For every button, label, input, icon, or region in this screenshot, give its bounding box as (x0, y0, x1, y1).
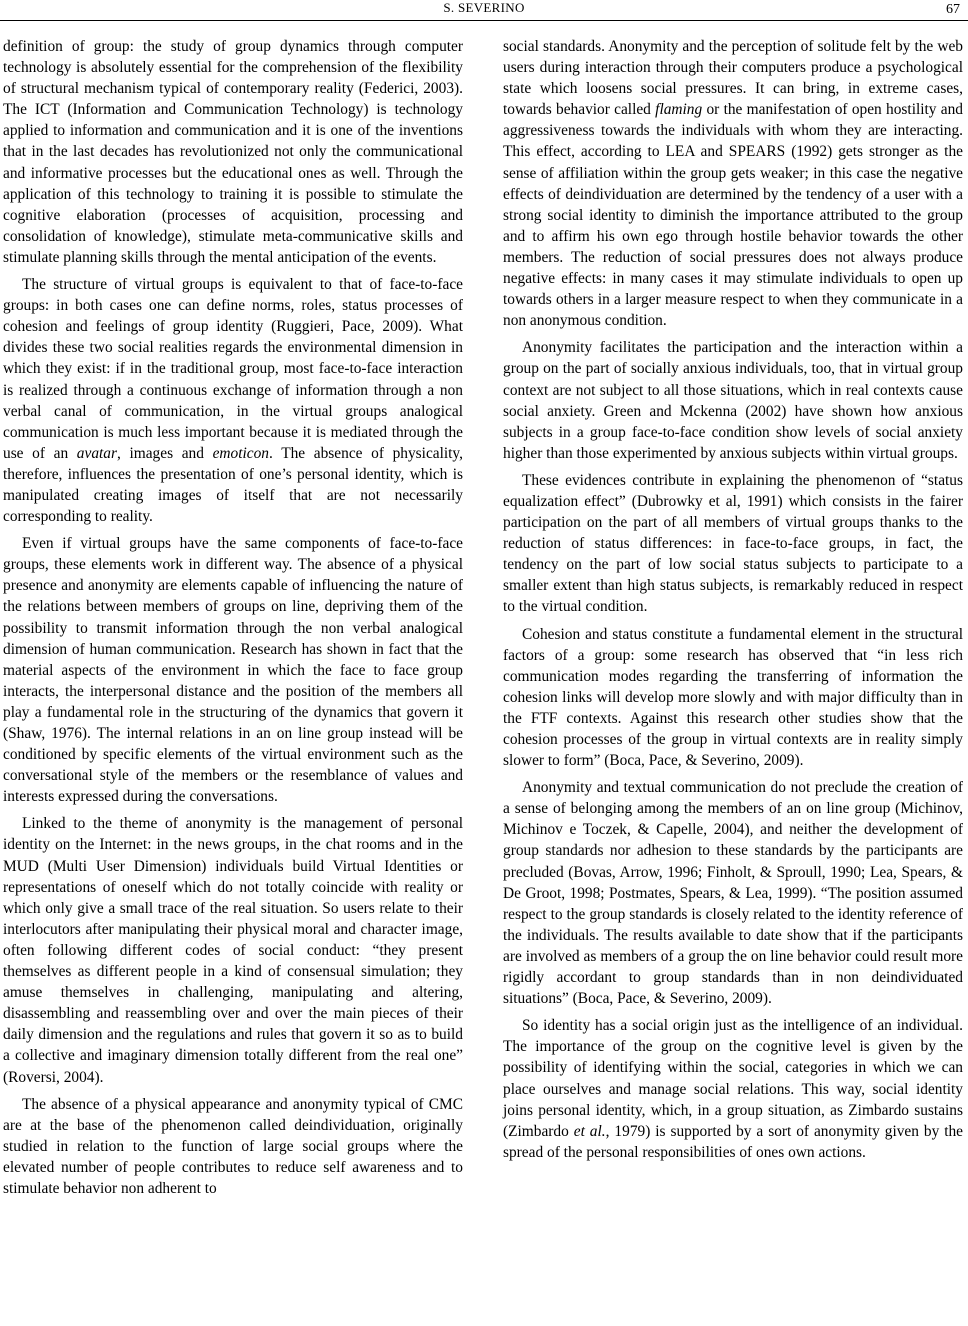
paragraph (503, 337, 963, 464)
paragraph (503, 624, 963, 772)
paragraph (3, 36, 463, 268)
italic-term: avatar (76, 444, 117, 462)
paragraph (503, 777, 963, 1009)
paragraph-text: So identity has a social origin just as the intelligence of an individual. The importance of the group on the cognitive level is given by the possibility of identifying within the social, categories in which we can place ourselves and manage social relations. This way, social identity joins personal identity, which, in a group situation, as Zimbardo sustains (Zimbardo (503, 1017, 963, 1140)
paragraph-text: Even if virtual groups have the same components of face-to-face groups, these elements work in different way. The absence of a physical presence and anonymity are elements capable of influencing the nature of the relations between members of groups on line, depriving them of the possibility to transmit information through the non verbal analogical dimension of human communication. Research has shown in fact that the material aspects of the environment in which the face to face group interacts, the interpersonal distance and the position of the members all play a fundamental role in the structuring of the dynamics that govern it (Shaw, 1976). The internal relations in an on line group instead will be conditioned by specific elements of the virtual environment such as the conversational style of the members or the resemblance of values and interests expressed during the conversations. (3, 535, 463, 806)
paragraph (503, 470, 963, 618)
italic-term: emoticon (212, 444, 269, 462)
paragraph-text: Cohesion and status constitute a fundamental element in the structural factors of a group: some research has observed that “in less rich communication modes regarding the transferring of information the cohesion links will develop more slowly and with major difficulty than in the FTF contexts. Against this research other studies show that the cohesion processes of the group in virtual contexts are in reality simply slower to form” (Boca, Pace, & Severino, 2009). (503, 625, 963, 770)
right-column (503, 36, 963, 1169)
paragraph-text: or the manifestation of open hostility and aggressiveness towards the individuals with whom they are interacting. This effect, according to LEA and SPEARS (1992) gets stronger as the sense of affiliation within the group gets weaker; in this case the negative effects of deindividuation are determined by the tendency of a user with a strong social identity to diminish the importance attributed to the group and to affirm his own ego through hostile behavior towards the other members. The reduction of social pressures does not always produce negative effects: in many cases it may stimulate individuals to open up towards others in a larger measure respect to when they communicate in a non anonymous condition. (503, 101, 963, 330)
paragraph-text: social standards. Anonymity and the perception of solitude felt by the web users during interaction through their computers produce a psychological state which loosens social pressures. It can bring, in extreme cases, towards behavior called (503, 38, 963, 119)
italic-term: flaming (655, 101, 703, 119)
paragraph-text: . The absence of physicality, therefore, influences the presentation of one’s personal identity, which is manipulated creating images of itself that are not necessarily corresponding to reality. (3, 444, 463, 526)
paragraph-text: These evidences contribute in explaining the phenomenon of “status equalization effect” (Dubrowky et al, 1991) which consists in the fairer participation on the part of all members of virtual groups thanks to the reduction of status differences: in face-to-face groups, in fact, the tendency on the part of low social status subjects to participate to a smaller extent than high status subjects, is remarkably reduced in respect to the virtual condition. (503, 471, 963, 616)
paragraph (3, 274, 463, 527)
paragraph (503, 36, 963, 331)
paragraph-text: Anonymity facilitates the participation and the interaction within a group on the part of socially anxious individuals, too, that in virtual group context are not subject to all those situations, which in real contexts cause social anxiety. Green and Mckenna (2002) have shown how anxious subjects in a group face-to-face condition show levels of social anxiety higher than those experimented by anxious subjects within virtual groups. (503, 339, 963, 462)
left-column (3, 36, 463, 1205)
paragraph-text: definition of group: the study of group dynamics through computer technology is absolutely essential for the comprehension of the flexibility of structural mechanism typical of contemporary reality (Federici, 2003). The ICT (Information and Communication Technology) is technology applied to information and communication and it is one of the inventions that in the last decades has revolutionized not only the communicational and informative processes but the educational ones as well. Through the application of this technology to training it is possible to stimulate the cognitive elaboration (processes of acquisition, processing and consolidation of knowledge), stimulate meta-communicative skills and stimulate planning skills through the mental anticipation of the events. (3, 38, 463, 266)
paragraph-text: Anonymity and textual communication do not preclude the creation of a sense of belonging among the members of an on line group (Michinov, Michinov e Toczek, & Capelle, 2004), and neither the development of group standards nor adhesion to these standards by the participants are precluded (Bovas, Arrow, 1996; Finholt, & Sproull, 1990; Lea, Spears, & De Groot, 1998; Postmates, Spears, & Lea, 1999). “The position assumed respect to the group standards is closely related to the identity reference of the individuals. The results available to date show that if the participants are involved as members of a group the on line behavior could result more rigidly accordant to group standards than in non deindividuated situations” (Boca, Pace, & Severino, 2009). (503, 779, 963, 1008)
paragraph-text: , images and (116, 444, 213, 462)
paragraph (3, 813, 463, 1087)
paragraph-text: The absence of a physical appearance and anonymity typical of CMC are at the base of the phenomenon called deindividuation, originally studied in relation to the function of large social groups where the elevated number of people contributes to reduce self awareness and to stimulate behavior non adherent to (3, 1095, 463, 1197)
paragraph (503, 1015, 963, 1163)
header-rule (0, 20, 968, 21)
italic-term: et al. (573, 1122, 606, 1140)
page-number: 67 (946, 2, 960, 17)
paragraph-text: Linked to the theme of anonymity is the management of personal identity on the Internet: in the news groups, in the chat rooms and in the MUD (Multi User Dimension) individuals build Virtual Identities or representations of oneself which do not totally coincide with reality or which only give a small trace of the real situation. So users relate to their interlocutors after manipulating their physical moral and character image, often following different codes of social conduct: “they present themselves as different people in a kind of consensual simulation; they amuse themselves in challenging, manipulating and altering, disassembling and reassembling over and over the main pieces of their daily dimension and the regulations and rules that govern it so as to build a collective and imaginary dimension totally different from the real one” (Roversi, 2004). (3, 815, 463, 1086)
paragraph-text: The structure of virtual groups is equivalent to that of face-to-face groups: in both cases one can define norms, roles, status processes of cohesion and feelings of group identity (Ruggieri, Pace, 2009). What divides these two social realities regards the environmental dimension in which they exist: if in the traditional group, most face-to-face interaction is realized through a continuous exchange of information through a non verbal canal of communication, in the virtual groups analogical communication is much less important because it is mediated through the use of an (3, 276, 463, 462)
page-header (0, 0, 968, 22)
paragraph (3, 1094, 463, 1199)
paragraph-text: , 1979) is supported by a sort of anonymity given by the spread of the personal responsibilities of ones own actions. (503, 1122, 964, 1161)
paragraph (3, 533, 463, 807)
running-head: S. SEVERINO (443, 0, 525, 15)
